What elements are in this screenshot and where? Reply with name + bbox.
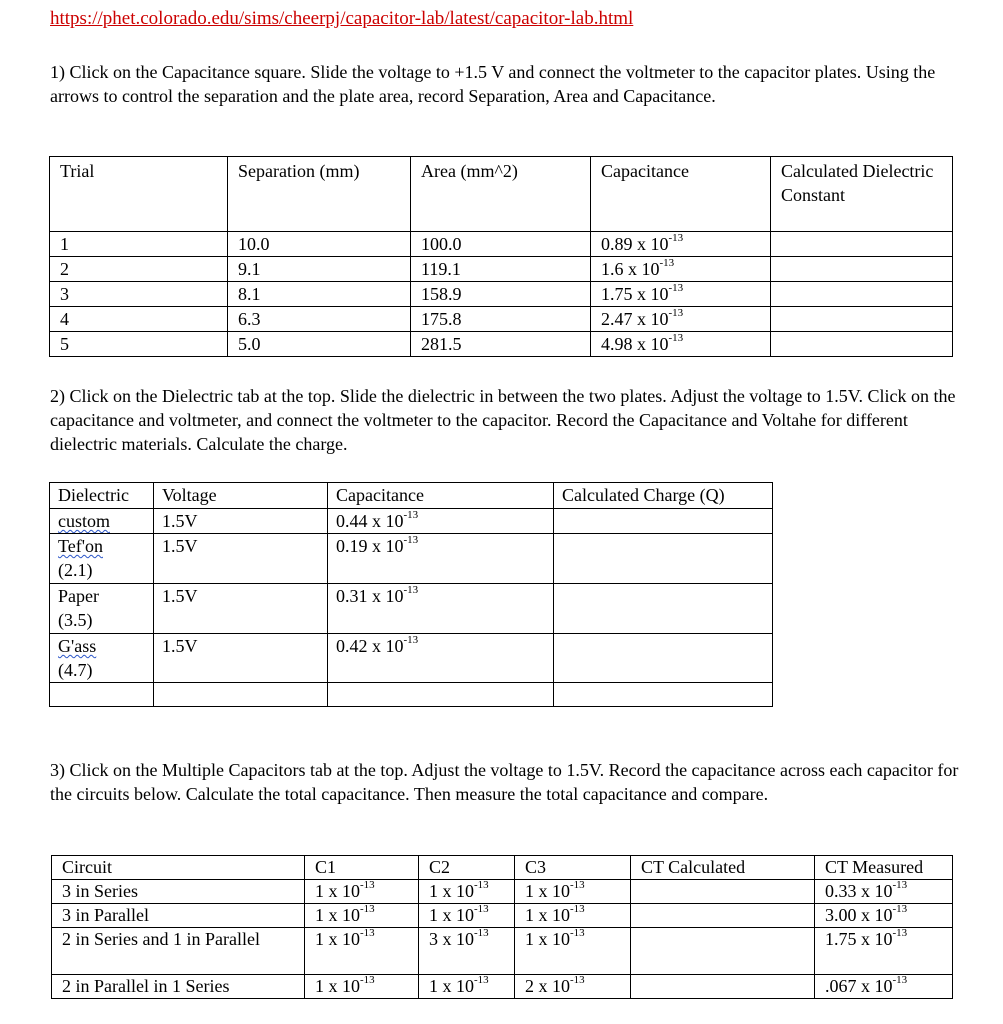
c3: 2 x $10^{-13}$ bbox=[515, 975, 631, 999]
trial: 4 bbox=[50, 307, 228, 332]
header-dielectric: Dielectric bbox=[50, 483, 154, 509]
table-header bbox=[50, 157, 953, 232]
table-row bbox=[50, 534, 773, 584]
ct-measured: 0.33 x $10^{-13}$ bbox=[815, 880, 953, 904]
table-row bbox=[50, 282, 953, 307]
trial: 3 bbox=[50, 282, 228, 307]
table-row bbox=[50, 307, 953, 332]
c3: 1 x $10^{-13}$ bbox=[515, 880, 631, 904]
dielectric-constant bbox=[771, 332, 953, 357]
circuit: 2 in Series and 1 in Parallel bbox=[52, 928, 305, 975]
table-row bbox=[50, 509, 773, 534]
separation: 8.1 bbox=[228, 282, 411, 307]
capacitance: 0.31 x $10^{-13}$ bbox=[328, 584, 554, 634]
voltage: 1.5V bbox=[154, 534, 328, 584]
table-row bbox=[52, 975, 953, 999]
header-charge: Calculated Charge (Q) bbox=[554, 483, 773, 509]
header-c2: C2 bbox=[419, 856, 515, 880]
table-header bbox=[52, 856, 953, 880]
table-row bbox=[50, 584, 773, 634]
c3: 1 x $10^{-13}$ bbox=[515, 928, 631, 975]
trial: 2 bbox=[50, 257, 228, 282]
separation: 5.0 bbox=[228, 332, 411, 357]
instructions-2: 2) Click on the Dielectric tab at the top. Slide the dielectric in between the two plates. Adjust the voltage to 1.5V. Click on the capacitance and voltmeter, and connect the voltmeter to the capacitor. Record the Capacitance and Voltahe for different dielectric materials. Calculate the charge. bbox=[50, 386, 956, 454]
c3: 1 x $10^{-13}$ bbox=[515, 904, 631, 928]
instructions-3: 3) Click on the Multiple Capacitors tab at the top. Adjust the voltage to 1.5V. Record the capacitance across each capacitor for the circuits below. Calculate the total capacitance. Then measure the total capacitance and compare. bbox=[50, 760, 959, 804]
dielectric-constant bbox=[771, 282, 953, 307]
area: 281.5 bbox=[411, 332, 591, 357]
header-trial: Trial bbox=[50, 157, 228, 232]
trial: 1 bbox=[50, 232, 228, 257]
dielectric-name: Tef'on (2.1) bbox=[50, 534, 154, 584]
separation: 6.3 bbox=[228, 307, 411, 332]
table-header bbox=[50, 483, 773, 509]
circuit: 3 in Series bbox=[52, 880, 305, 904]
ct-calculated bbox=[631, 904, 815, 928]
circuit: 2 in Parallel in 1 Series bbox=[52, 975, 305, 999]
area: 119.1 bbox=[411, 257, 591, 282]
table-row bbox=[50, 232, 953, 257]
ct-calculated bbox=[631, 928, 815, 975]
ct-calculated bbox=[631, 880, 815, 904]
capacitance: 0.42 x $10^{-13}$ bbox=[328, 634, 554, 683]
dielectric-name: G'ass (4.7) bbox=[50, 634, 154, 683]
table-row-empty bbox=[50, 683, 773, 707]
ct-measured: 3.00 x $10^{-13}$ bbox=[815, 904, 953, 928]
header-dielectric-constant: Calculated Dielectric Constant bbox=[771, 157, 953, 232]
header-ct-calculated: CT Calculated bbox=[631, 856, 815, 880]
voltage: 1.5V bbox=[154, 509, 328, 534]
header-voltage: Voltage bbox=[154, 483, 328, 509]
area: 158.9 bbox=[411, 282, 591, 307]
charge bbox=[554, 584, 773, 634]
separation: 9.1 bbox=[228, 257, 411, 282]
trial: 5 bbox=[50, 332, 228, 357]
multiple-capacitors-table bbox=[51, 855, 953, 999]
voltage: 1.5V bbox=[154, 634, 328, 683]
c2: 1 x $10^{-13}$ bbox=[419, 975, 515, 999]
header-c1: C1 bbox=[305, 856, 419, 880]
separation: 10.0 bbox=[228, 232, 411, 257]
area: 175.8 bbox=[411, 307, 591, 332]
c2: 3 x $10^{-13}$ bbox=[419, 928, 515, 975]
header-capacitance: Capacitance bbox=[591, 157, 771, 232]
c1: 1 x $10^{-13}$ bbox=[305, 975, 419, 999]
capacitance: 0.19 x $10^{-13}$ bbox=[328, 534, 554, 584]
table-row bbox=[50, 332, 953, 357]
dielectric-constant bbox=[771, 307, 953, 332]
header-separation: Separation (mm) bbox=[228, 157, 411, 232]
charge bbox=[554, 634, 773, 683]
charge bbox=[554, 534, 773, 584]
capacitance-table bbox=[49, 156, 953, 357]
circuit: 3 in Parallel bbox=[52, 904, 305, 928]
header-c3: C3 bbox=[515, 856, 631, 880]
table-row bbox=[52, 880, 953, 904]
sim-link[interactable]: https://phet.colorado.edu/sims/cheerpj/capacitor-lab/latest/capacitor-lab.html bbox=[50, 8, 634, 29]
header-circuit: Circuit bbox=[52, 856, 305, 880]
capacitance: 0.89 x $10^{-13}$ bbox=[591, 232, 771, 257]
c2: 1 x $10^{-13}$ bbox=[419, 904, 515, 928]
table-row bbox=[50, 634, 773, 683]
ct-measured: 1.75 x $10^{-13}$ bbox=[815, 928, 953, 975]
charge bbox=[554, 509, 773, 534]
table-row bbox=[52, 928, 953, 975]
dielectric-table bbox=[49, 482, 773, 707]
voltage: 1.5V bbox=[154, 584, 328, 634]
c1: 1 x $10^{-13}$ bbox=[305, 904, 419, 928]
c2: 1 x $10^{-13}$ bbox=[419, 880, 515, 904]
area: 100.0 bbox=[411, 232, 591, 257]
dielectric-constant bbox=[771, 257, 953, 282]
header-ct-measured: CT Measured bbox=[815, 856, 953, 880]
dielectric-constant bbox=[771, 232, 953, 257]
table-row bbox=[50, 257, 953, 282]
dielectric-name: Paper (3.5) bbox=[50, 584, 154, 634]
c1: 1 x $10^{-13}$ bbox=[305, 928, 419, 975]
capacitance: 0.44 x $10^{-13}$ bbox=[328, 509, 554, 534]
capacitance: 1.75 x $10^{-13}$ bbox=[591, 282, 771, 307]
capacitance: 4.98 x $10^{-13}$ bbox=[591, 332, 771, 357]
capacitance: 1.6 x $10^{-13}$ bbox=[591, 257, 771, 282]
table-row bbox=[52, 904, 953, 928]
ct-calculated bbox=[631, 975, 815, 999]
instructions-1: 1) Click on the Capacitance square. Slide the voltage to +1.5 V and connect the voltmeter to the capacitor plates. Using the arrows to control the separation and the plate area, record Separation, Area and Capacitance. bbox=[50, 62, 936, 106]
header-area: Area (mm^2) bbox=[411, 157, 591, 232]
capacitance: 2.47 x $10^{-13}$ bbox=[591, 307, 771, 332]
dielectric-name: custom bbox=[50, 509, 154, 534]
header-capacitance: Capacitance bbox=[328, 483, 554, 509]
ct-measured: .067 x $10^{-13}$ bbox=[815, 975, 953, 999]
c1: 1 x $10^{-13}$ bbox=[305, 880, 419, 904]
